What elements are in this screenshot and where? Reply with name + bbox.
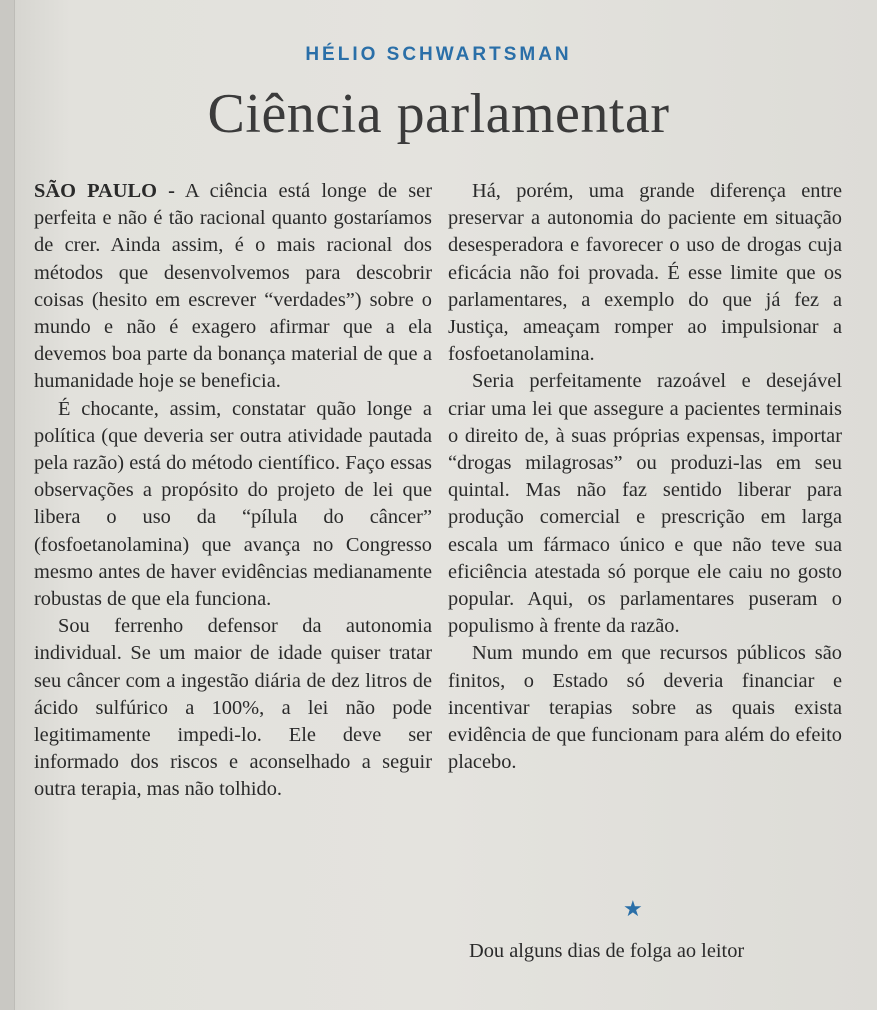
end-star-icon: ★ xyxy=(623,897,643,922)
article-column-left xyxy=(34,178,432,804)
paragraph: Seria perfeitamente razoável e desejável criar uma lei que assegure a pacientes terminais o direito de, à suas próprias expensas, importar “drogas milagrosas” ou produzi-las em seu quintal. Mas não faz sentido liberar para produção comercial e prescrição em larga escala um fármaco único e que não teve sua eficiência atestada só porque ele caiu no gosto popular. Aqui, os parlamentares puseram o populismo à frente da razão. xyxy=(448,370,842,638)
footer-note: Dou alguns dias de folga ao leitor xyxy=(469,940,745,962)
article-title: Ciência parlamentar xyxy=(207,83,670,145)
paragraph: Sou ferrenho defensor da autonomia individual. Se um maior de idade quiser tratar seu câncer com a ingestão diária de dez litros de ácido sulfúrico a 100%, a lei não pode legitimamente impedi-lo. Ele deve ser informado dos riscos e aconselhado a seguir outra terapia, mas não tolhido. xyxy=(34,615,432,801)
author-name: HÉLIO SCHWARTSMAN xyxy=(305,44,572,65)
adjacent-column-edge xyxy=(0,0,15,1010)
paragraph xyxy=(34,178,432,396)
paragraph: É chocante, assim, constatar quão longe a política (que deveria ser outra atividade pautada pela razão) está do método científico. Faço essas observações a propósito do projeto de lei que libera o uso da “pílula do câncer” (fosfoetanolamina) que avança no Congresso mesmo antes de haver evidências medianamente robustas de que ela funciona. xyxy=(34,397,432,611)
dateline: SÃO PAULO - xyxy=(34,180,175,202)
paragraph: Há, porém, uma grande diferença entre preservar a autonomia do paciente em situação desesperadora e favorecer o uso de drogas cuja eficácia não foi provada. É esse limite que os parlamentares, a exemplo do que já fez a Justiça, ameaçam romper ao impulsionar a fosfoetanolamina. xyxy=(448,180,842,366)
paragraph: Num mundo em que recursos públicos são finitos, o Estado só deveria financiar e incentivar terapias sobre as quais exista evidência de que funcionam para além do efeito placebo. xyxy=(448,642,842,774)
paragraph-text: A ciência está longe de ser perfeita e não é tão racional quanto gostaríamos de crer. Ainda assim, é o mais racional dos métodos que desenvolvemos para descobrir coisas (hesito em escrever “verdades”) sobre o mundo e não é exagero afirmar que a ela devemos boa parte da bonança material de que a humanidade hoje se beneficia. xyxy=(34,180,432,393)
article-column-right xyxy=(448,178,842,776)
